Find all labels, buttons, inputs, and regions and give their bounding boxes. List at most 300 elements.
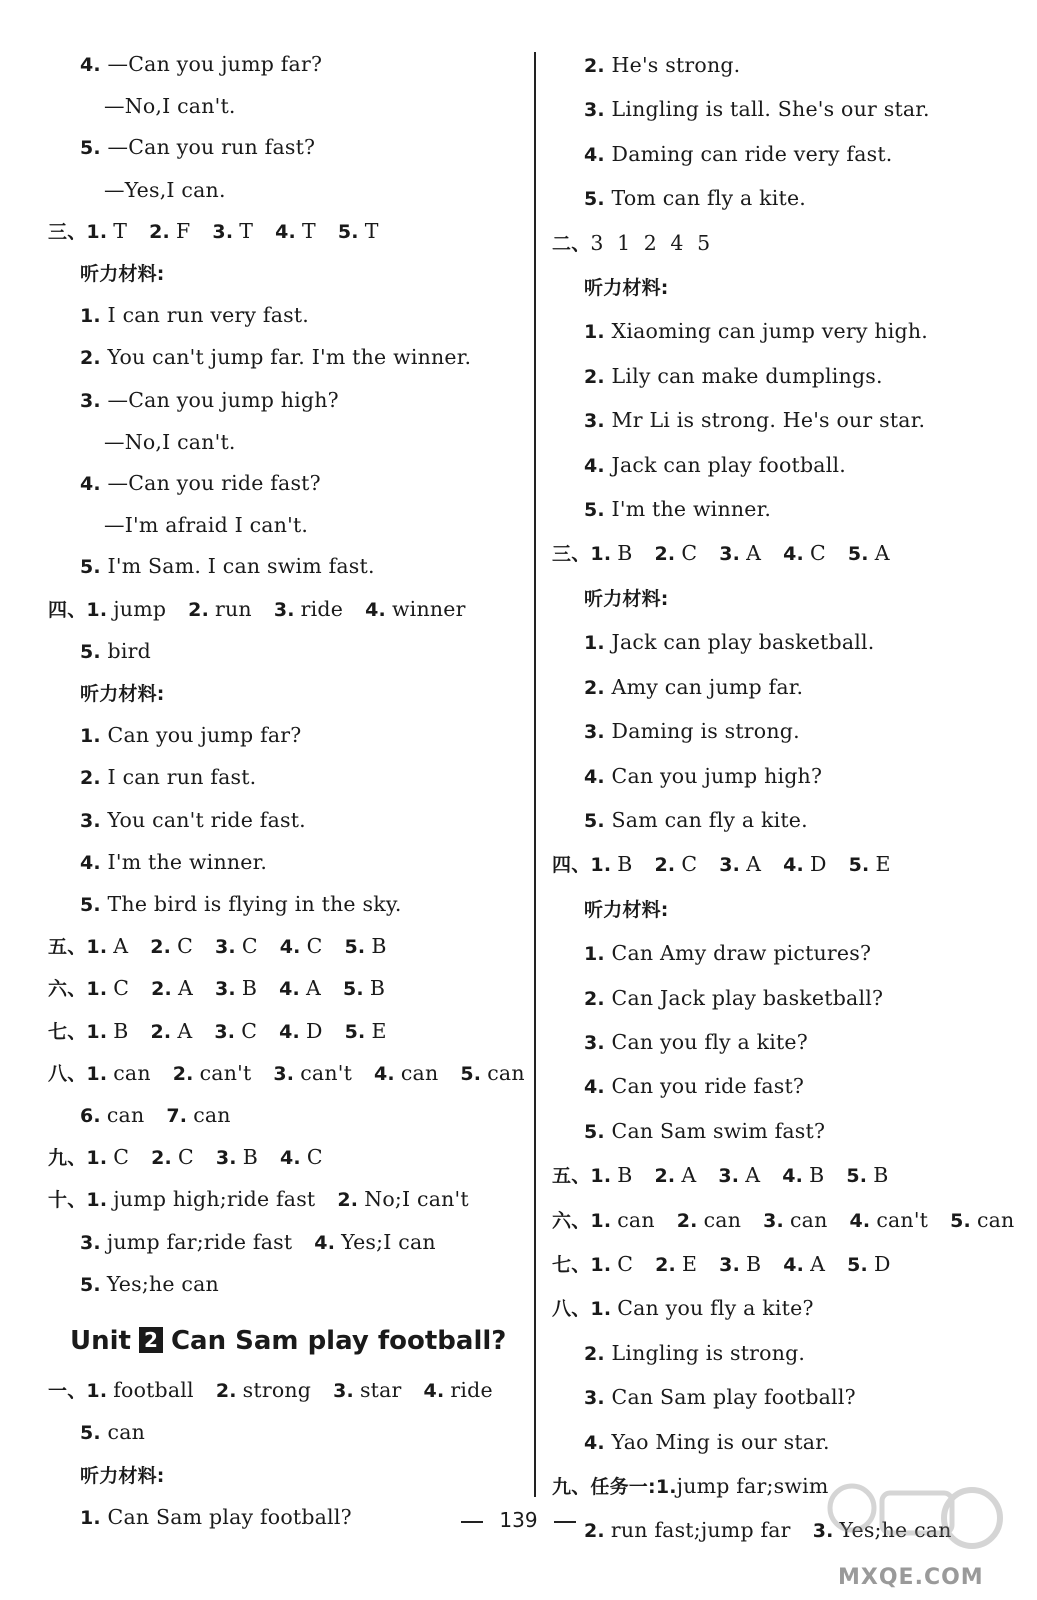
- answer-line: [552, 355, 1022, 399]
- item-text: bird: [100, 638, 151, 663]
- item-text: He's strong.: [604, 53, 741, 77]
- item-answer: A: [681, 1163, 697, 1188]
- item-number: 1.: [86, 598, 108, 621]
- column-divider: [534, 52, 536, 1497]
- unit-number-badge: 2: [139, 1327, 163, 1353]
- item-number: 5.: [848, 854, 870, 877]
- item-number: 4.: [783, 543, 804, 566]
- answer-line: [552, 1421, 1022, 1465]
- item-text: —Can you jump far?: [100, 52, 323, 76]
- item-number: 2.: [654, 854, 676, 877]
- item-number: 5.: [80, 137, 101, 160]
- item-answer: D: [809, 852, 827, 877]
- answer-line: [48, 211, 518, 253]
- answer-line: [552, 1021, 1022, 1065]
- item-text: Jack can play basketball.: [604, 630, 875, 655]
- item-number: 5.: [344, 936, 366, 959]
- item-answer: can: [617, 1207, 655, 1232]
- item-answer: A: [177, 1018, 193, 1043]
- item-number: 1.: [590, 1209, 612, 1232]
- answer-line: [48, 44, 518, 86]
- item-number: 2.: [655, 1253, 676, 1276]
- answer-line: [552, 843, 1022, 887]
- section-label: 五、: [48, 936, 87, 959]
- item-answer: winner: [391, 596, 466, 621]
- item-number: 2.: [149, 220, 170, 243]
- answer-line: [552, 1332, 1022, 1376]
- item-number: 4.: [80, 473, 101, 496]
- answer-line: [48, 380, 518, 422]
- item-text: can: [100, 1420, 146, 1445]
- listening-material-heading: 听力材料:: [80, 1464, 165, 1487]
- item-answer: T: [301, 218, 316, 243]
- answer-line: [552, 1065, 1022, 1109]
- answer-line: [48, 715, 518, 757]
- item-answer: C: [241, 934, 258, 959]
- item-answer: T: [364, 218, 379, 243]
- item-number: 4.: [584, 765, 605, 788]
- item-number: 5.: [584, 499, 605, 522]
- item-number: 4.: [782, 1165, 804, 1188]
- item-number: 3.: [80, 389, 101, 412]
- footer-dash-right: [554, 1521, 576, 1523]
- item-number: 1.: [80, 305, 101, 328]
- item-text: You can't jump far. I'm the winner.: [100, 345, 472, 370]
- item-text: Lingling is tall. She's our star.: [604, 97, 930, 122]
- answer-line: [48, 1095, 518, 1137]
- item-answer: A: [305, 976, 321, 1001]
- item-number: 3.: [719, 543, 741, 566]
- item-answer: C: [177, 1145, 194, 1170]
- item-number: 4.: [584, 1076, 605, 1099]
- item-number: 1.: [590, 543, 612, 566]
- item-answer: C: [306, 1145, 323, 1170]
- answer-line: [552, 399, 1022, 443]
- item-number: 5.: [337, 220, 359, 243]
- answer-line: [552, 932, 1022, 976]
- section-label: 七、: [48, 1020, 87, 1043]
- item-number: 5.: [584, 1120, 605, 1143]
- answer-line: [48, 800, 518, 842]
- item-number: 3.: [584, 99, 605, 122]
- item-number: 3.: [80, 809, 101, 832]
- unit-title-text: Can Sam play football?: [170, 1326, 507, 1357]
- item-answer: star: [359, 1378, 402, 1403]
- item-number: 1.: [584, 321, 605, 344]
- item-number: 2.: [337, 1189, 359, 1212]
- answer-line: [48, 86, 518, 127]
- item-answer: B: [371, 934, 387, 959]
- item-answer: C: [113, 976, 130, 1001]
- answer-line: [552, 177, 1022, 221]
- answer-line: [48, 127, 518, 169]
- item-answer: strong: [242, 1378, 312, 1403]
- listening-material-heading: 听力材料:: [584, 277, 669, 300]
- item-answer: ride: [300, 596, 344, 621]
- item-answer: C: [113, 1145, 130, 1170]
- item-number: 3.: [812, 1520, 834, 1543]
- answer-line: [552, 1376, 1022, 1420]
- item-answer: can't: [199, 1060, 252, 1085]
- item-answer: D: [873, 1251, 891, 1276]
- item-answer: can: [703, 1207, 742, 1232]
- answer-line: [552, 488, 1022, 532]
- item-answer: can: [113, 1060, 151, 1085]
- section-label: 九、: [48, 1147, 87, 1170]
- item-text: —Can you run fast?: [100, 135, 316, 160]
- item-number: 1.: [590, 1165, 612, 1188]
- item-answer: B: [617, 1163, 633, 1188]
- item-number: 5.: [80, 1422, 101, 1445]
- answer-line: [48, 1011, 518, 1053]
- item-text: Tom can fly a kite.: [604, 186, 807, 211]
- answer-line: [552, 621, 1022, 665]
- item-text: I'm Sam. I can swim fast.: [100, 554, 375, 579]
- item-number: 4.: [279, 936, 301, 959]
- item-number: 3.: [584, 410, 605, 433]
- answer-line: [552, 44, 1022, 88]
- item-text: Sam can fly a kite.: [604, 807, 808, 832]
- item-text: Can you jump high?: [604, 763, 823, 788]
- item-answer: T: [239, 218, 254, 243]
- item-number: 5.: [80, 556, 101, 579]
- sequence-answer: 3 1 2 4 5: [590, 230, 711, 255]
- item-number: 2.: [215, 1380, 237, 1403]
- item-answer: A: [746, 852, 762, 877]
- section-label: 四、: [48, 598, 87, 621]
- answer-line: [552, 1287, 1022, 1331]
- answer-line: [552, 799, 1022, 843]
- item-answer: can: [789, 1207, 828, 1232]
- item-text: Can Sam play football?: [100, 1504, 352, 1529]
- section-label: 四、: [552, 854, 591, 877]
- answer-line: [552, 577, 1022, 621]
- item-text: Can you ride fast?: [604, 1074, 805, 1099]
- item-answer: C: [306, 934, 323, 959]
- answer-line: [552, 710, 1022, 754]
- item-answer: B: [746, 1251, 762, 1276]
- item-answer: can't: [876, 1207, 929, 1232]
- item-answer: A: [745, 1163, 761, 1188]
- section-label: 十、: [48, 1189, 87, 1212]
- item-answer: can: [400, 1060, 439, 1085]
- item-text: Can Jack play basketball?: [604, 985, 884, 1010]
- answer-line: [48, 337, 518, 379]
- answer-line: [552, 310, 1022, 354]
- item-number: 5.: [584, 188, 605, 211]
- item-answer: can: [193, 1103, 231, 1128]
- item-number: 3.: [584, 721, 605, 744]
- item-answer: C: [681, 541, 698, 566]
- footer-dash-left: [461, 1521, 483, 1523]
- answer-line: [48, 253, 518, 295]
- section-label: 六、: [552, 1209, 591, 1232]
- item-number: 4.: [279, 1020, 300, 1043]
- item-number: 4.: [783, 1253, 805, 1276]
- answer-line: [552, 222, 1022, 266]
- item-number: 2.: [151, 978, 172, 1001]
- item-text: —Can you jump high?: [100, 387, 339, 412]
- item-answer: Can you fly a kite?: [617, 1296, 814, 1321]
- item-answer: B: [241, 976, 258, 1001]
- listening-material-heading: 听力材料:: [80, 263, 165, 286]
- item-number: 1.: [86, 1147, 108, 1170]
- item-number: 3.: [214, 1020, 236, 1043]
- page-number-text: 139: [499, 1508, 538, 1532]
- answer-line: [48, 170, 518, 211]
- item-number: 5.: [80, 894, 101, 917]
- item-answer: B: [873, 1163, 889, 1188]
- item-text: I'm the winner.: [100, 849, 268, 874]
- right-column: [552, 44, 1022, 1554]
- answer-line: [48, 1264, 518, 1306]
- answer-line: [552, 532, 1022, 576]
- answer-line: [552, 1110, 1022, 1154]
- listening-material-heading: 听力材料:: [80, 683, 165, 706]
- item-number: 1.: [584, 632, 605, 655]
- item-answer: B: [369, 976, 386, 1001]
- item-text: Lily can make dumplings.: [604, 363, 883, 388]
- item-number: 1.: [86, 220, 108, 243]
- item-number: 4.: [584, 454, 605, 477]
- section-label: 七、: [552, 1253, 591, 1276]
- answer-line: [48, 1137, 518, 1179]
- item-number: 4.: [849, 1209, 871, 1232]
- item-answer: A: [113, 934, 129, 959]
- section-label: 八、: [48, 1062, 87, 1085]
- item-number: 4.: [365, 598, 386, 621]
- item-answer: C: [681, 852, 698, 877]
- item-number: 1.: [86, 1020, 108, 1043]
- item-text: I can run very fast.: [100, 303, 310, 328]
- item-answer: can: [976, 1207, 1015, 1232]
- item-number: 3.: [273, 1062, 295, 1085]
- item-number: 3.: [584, 1031, 605, 1054]
- item-text: Can Sam play football?: [604, 1385, 856, 1410]
- item-answer: run fast;jump far: [610, 1518, 791, 1543]
- item-text: Can you fly a kite?: [604, 1029, 808, 1054]
- item-number: 2.: [150, 1020, 172, 1043]
- item-number: 3.: [80, 1231, 101, 1254]
- item-answer: E: [681, 1251, 698, 1276]
- answer-line: [48, 505, 518, 546]
- item-text: Can Sam swim fast?: [604, 1118, 826, 1143]
- item-number: 2.: [188, 598, 210, 621]
- item-answer: B: [242, 1145, 258, 1170]
- item-number: 1.: [86, 1062, 108, 1085]
- item-number: 2.: [80, 347, 101, 370]
- item-number: 3.: [215, 978, 236, 1001]
- watermark-text: MXQE.COM: [838, 1565, 984, 1590]
- item-answer: jump high;ride fast: [113, 1187, 316, 1212]
- item-number: 3.: [273, 598, 295, 621]
- item-answer: run: [215, 596, 252, 621]
- item-answer: T: [113, 218, 128, 243]
- item-number: 2.: [584, 1342, 605, 1365]
- item-number: 2.: [584, 55, 605, 77]
- answer-line: [48, 1370, 518, 1412]
- answer-line: [48, 1222, 518, 1264]
- answer-line: [552, 1243, 1022, 1287]
- answer-line: [48, 968, 518, 1010]
- item-number: 2.: [654, 1165, 676, 1188]
- answer-line: [552, 1154, 1022, 1198]
- item-answer: C: [177, 934, 193, 959]
- item-number: 5.: [847, 543, 869, 566]
- item-number: 7.: [166, 1105, 188, 1128]
- listening-material-heading: 听力材料:: [584, 898, 669, 921]
- item-number: 4.: [374, 1062, 395, 1085]
- item-answer: Yes;he can: [106, 1271, 219, 1296]
- item-number: 4.: [783, 854, 804, 877]
- item-number: 5.: [344, 1020, 366, 1043]
- answer-line: [552, 755, 1022, 799]
- item-number: 6.: [80, 1105, 101, 1128]
- answer-line: [552, 133, 1022, 177]
- item-number: 4.: [314, 1231, 336, 1254]
- section-label: 九、: [552, 1476, 591, 1498]
- item-answer: A: [874, 541, 890, 566]
- item-answer: jump far;ride fast: [106, 1229, 293, 1254]
- answer-line: [552, 1199, 1022, 1243]
- answer-line: [48, 926, 518, 968]
- item-number: 5.: [847, 1253, 868, 1276]
- item-number: 2.: [676, 1209, 698, 1232]
- item-number: 1.: [86, 1189, 108, 1212]
- item-number: 5.: [80, 1273, 101, 1296]
- item-answer: B: [617, 541, 633, 566]
- item-number: 1.: [80, 725, 101, 748]
- section-label: 三、: [48, 220, 87, 243]
- item-number: 1.: [86, 978, 108, 1001]
- item-answer: A: [177, 976, 193, 1001]
- item-answer: can: [487, 1060, 525, 1085]
- answer-line: [48, 589, 518, 631]
- item-number: 2.: [172, 1062, 194, 1085]
- answer-line: [48, 884, 518, 926]
- item-number: 3.: [719, 854, 741, 877]
- item-answer: No;I can't: [364, 1187, 469, 1212]
- item-number: 1.: [80, 1506, 101, 1529]
- answer-line: [552, 444, 1022, 488]
- item-number: 2.: [584, 1520, 605, 1543]
- item-answer: C: [241, 1018, 258, 1043]
- item-answer: B: [113, 1018, 129, 1043]
- item-number: 2.: [80, 767, 101, 790]
- item-text: Amy can jump far.: [604, 674, 804, 699]
- answer-line: [48, 1412, 518, 1454]
- item-text: The bird is flying in the sky.: [100, 892, 402, 917]
- item-text: I can run fast.: [100, 765, 257, 790]
- item-answer: Yes;he can: [839, 1518, 952, 1543]
- item-number: 4.: [584, 143, 605, 166]
- item-number: 3.: [215, 936, 236, 959]
- item-text: Lingling is strong.: [604, 1340, 806, 1365]
- unit-label: Unit: [70, 1326, 131, 1357]
- task-label: 任务一:: [590, 1476, 656, 1498]
- dialogue-text: —No,I can't.: [104, 94, 236, 119]
- item-answer: B: [617, 852, 633, 877]
- item-number: 1.: [86, 1380, 108, 1403]
- item-answer: can't: [300, 1060, 353, 1085]
- dialogue-text: —I'm afraid I can't.: [104, 513, 309, 538]
- item-number: 5.: [80, 640, 101, 663]
- item-number: 1.: [590, 1298, 612, 1321]
- item-text: Xiaoming can jump very high.: [604, 319, 928, 344]
- answer-line: [48, 1053, 525, 1095]
- answer-line: [48, 546, 518, 588]
- item-number: 5.: [342, 978, 364, 1001]
- item-answer: A: [810, 1251, 826, 1276]
- answer-line: [48, 1455, 518, 1497]
- answer-line: [48, 1179, 518, 1221]
- answer-line: [48, 842, 518, 884]
- item-number: 5.: [950, 1209, 971, 1232]
- item-number: 3.: [212, 220, 234, 243]
- item-number: 2.: [151, 1147, 172, 1170]
- section-label: 三、: [552, 543, 591, 566]
- item-answer: B: [809, 1163, 825, 1188]
- item-number: 1.: [590, 854, 612, 877]
- answer-line: [48, 673, 518, 715]
- item-answer: C: [809, 541, 826, 566]
- answer-line: [552, 977, 1022, 1021]
- item-text: Can Amy draw pictures?: [604, 941, 872, 966]
- item-number: 1.: [655, 1476, 677, 1498]
- item-answer: football: [113, 1378, 194, 1403]
- item-number: 1.: [584, 943, 605, 966]
- item-number: 5.: [584, 809, 605, 832]
- answer-line: [48, 295, 518, 337]
- item-number: 1.: [590, 1253, 612, 1276]
- answer-line: [552, 888, 1022, 932]
- item-number: 5.: [460, 1062, 482, 1085]
- item-number: 3.: [718, 1165, 740, 1188]
- listening-material-heading: 听力材料:: [584, 587, 669, 610]
- item-number: 2.: [150, 936, 172, 959]
- item-text: Daming can ride very fast.: [604, 141, 893, 166]
- item-number: 3.: [719, 1253, 740, 1276]
- section-label: 二、: [552, 232, 591, 255]
- item-number: 4.: [584, 1431, 605, 1454]
- item-text: You can't ride fast.: [100, 807, 306, 832]
- item-number: 3.: [215, 1147, 237, 1170]
- item-number: 4.: [279, 978, 300, 1001]
- item-number: 2.: [584, 987, 605, 1010]
- item-text: Daming is strong.: [604, 719, 800, 744]
- item-text: jump far;swim: [676, 1474, 829, 1498]
- item-text: I'm the winner.: [604, 497, 772, 522]
- answer-line: [48, 631, 518, 673]
- item-number: 1.: [86, 936, 108, 959]
- item-number: 4.: [275, 220, 296, 243]
- item-number: 2.: [654, 543, 676, 566]
- item-number: 4.: [80, 54, 101, 76]
- dialogue-text: —No,I can't.: [104, 429, 236, 454]
- answer-line: [552, 88, 1022, 132]
- item-text: Jack can play football.: [604, 452, 846, 477]
- answer-line: [48, 463, 518, 505]
- unit-heading: [70, 1316, 518, 1366]
- item-text: Yao Ming is our star.: [604, 1429, 830, 1454]
- item-answer: A: [746, 541, 762, 566]
- item-text: Mr Li is strong. He's our star.: [604, 408, 926, 433]
- answer-line: [48, 422, 518, 463]
- item-answer: E: [875, 852, 891, 877]
- item-number: 4.: [279, 1147, 301, 1170]
- item-answer: C: [617, 1251, 634, 1276]
- section-label: 六、: [48, 978, 87, 1001]
